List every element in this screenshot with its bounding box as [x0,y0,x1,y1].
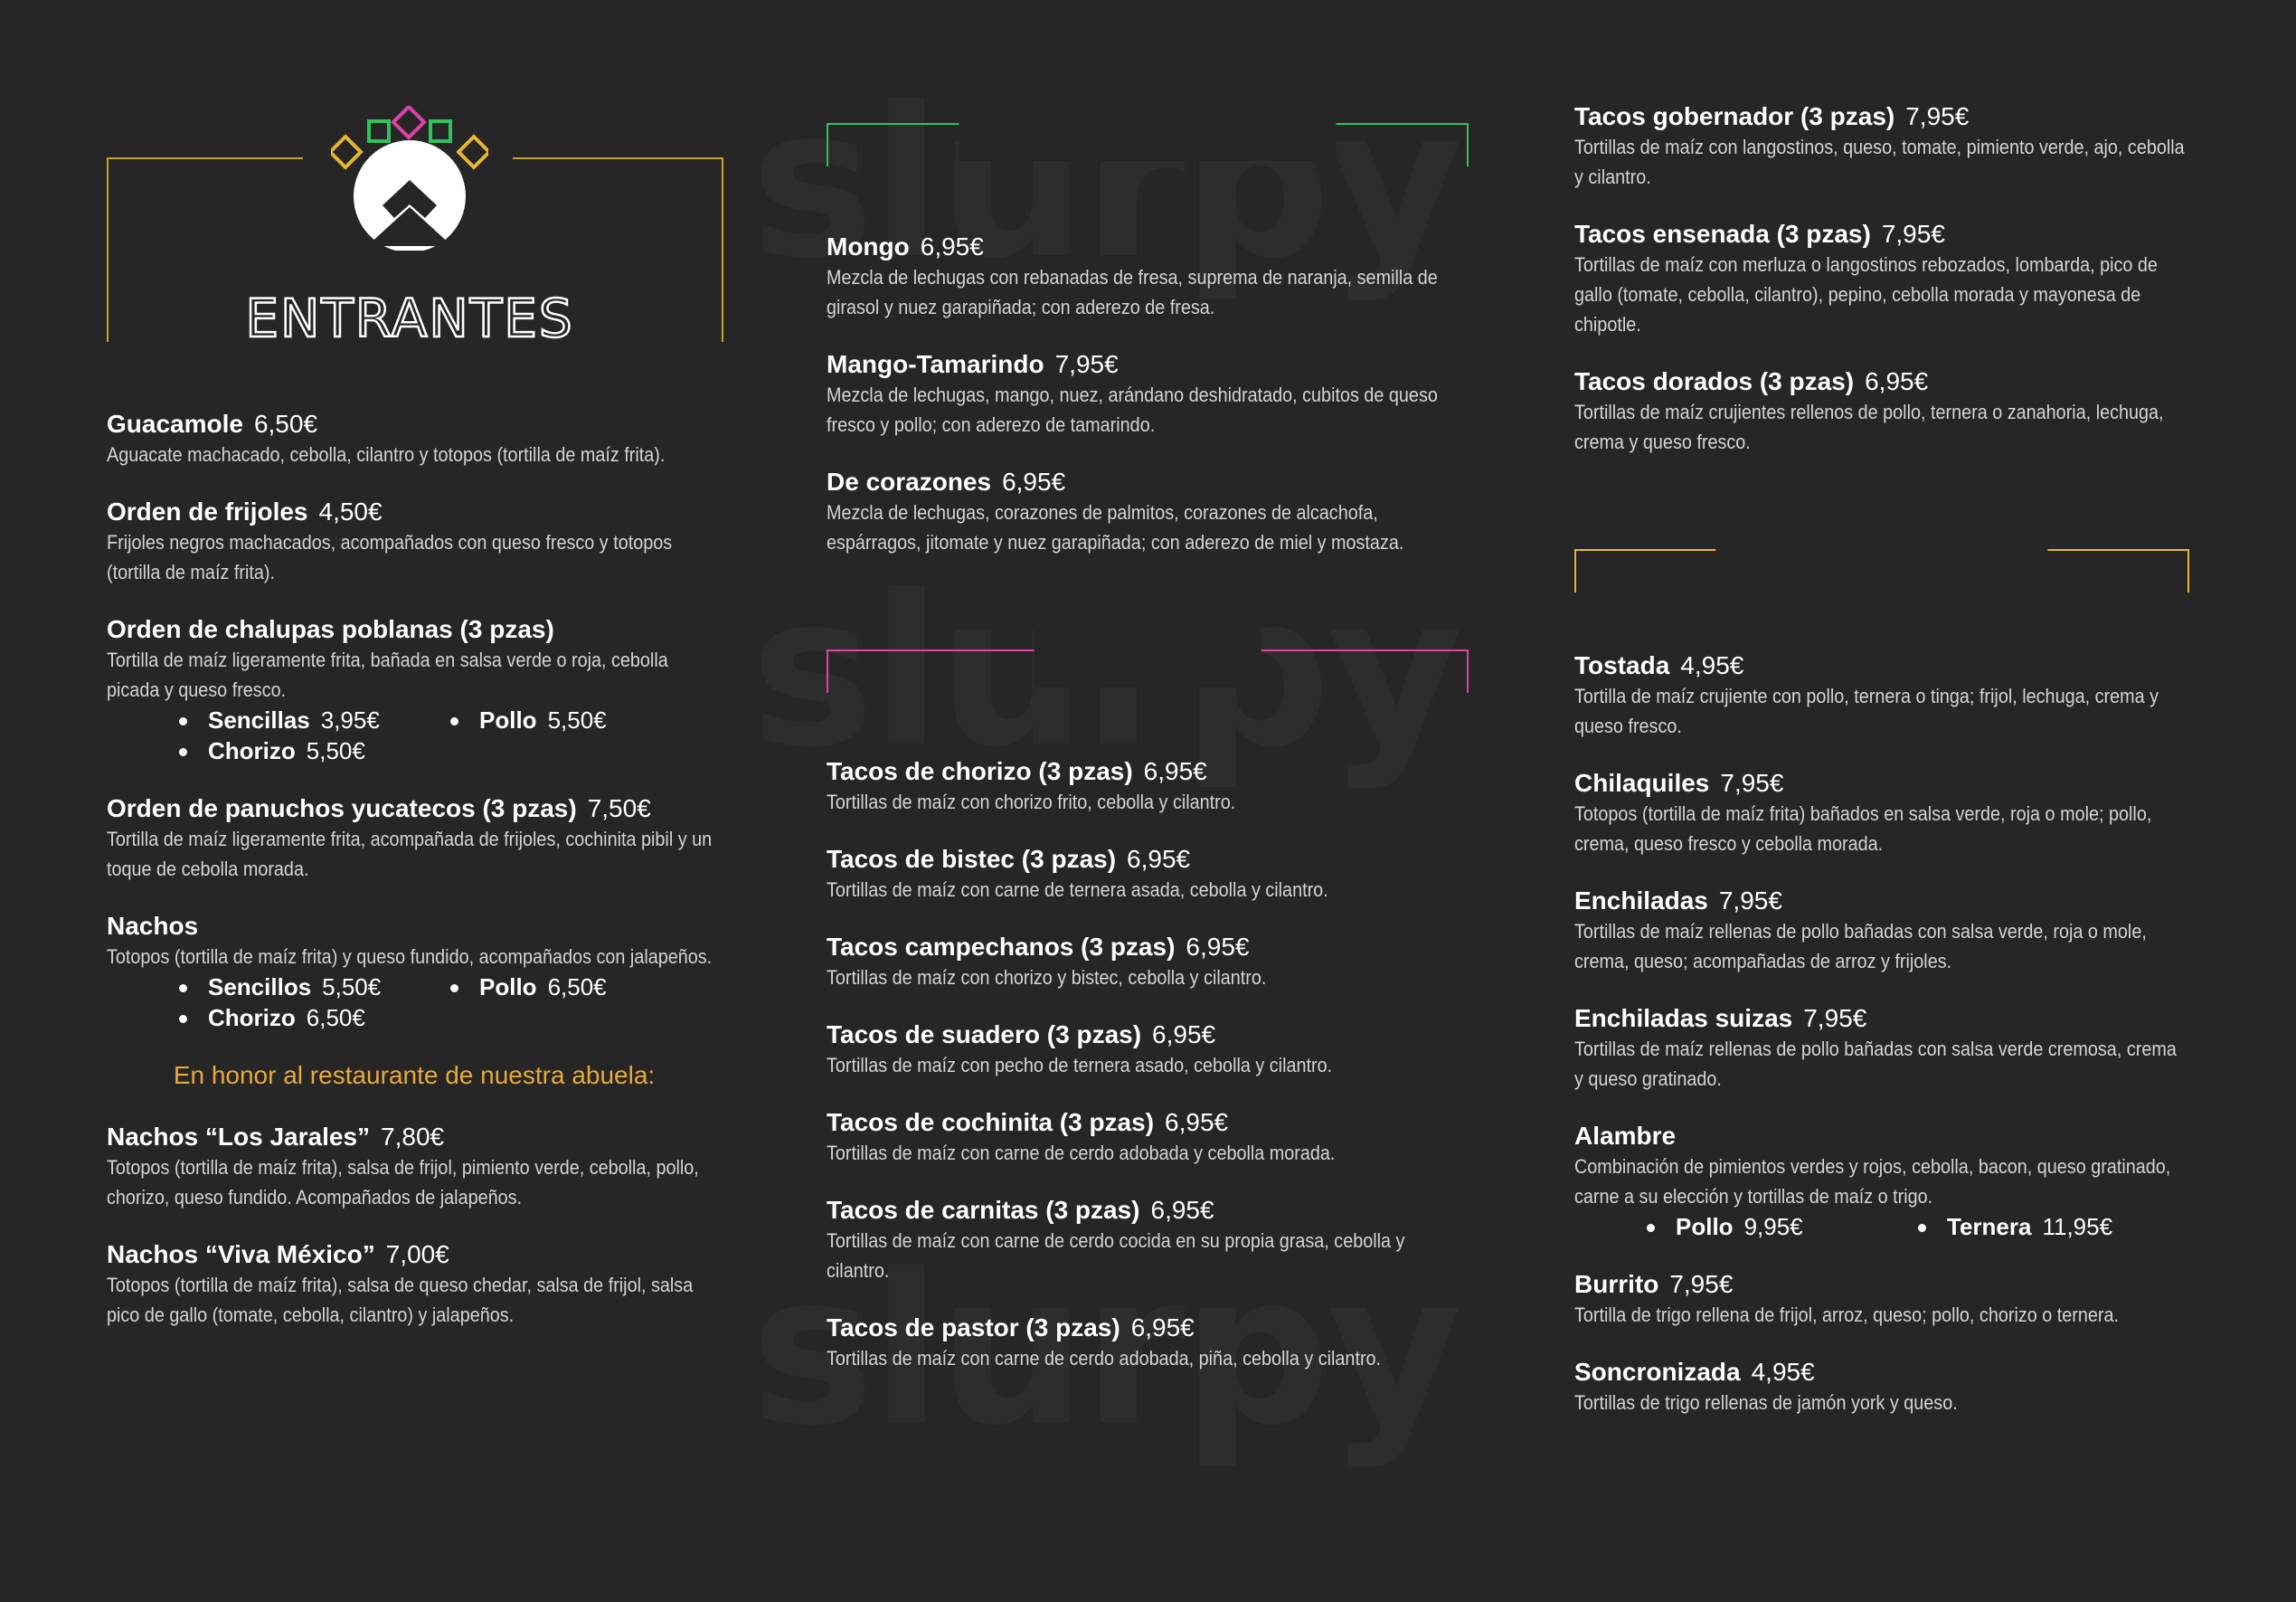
menu-item [827,1195,1469,1285]
item-name: Orden de panuchos yucatecos (3 pzas) [107,794,577,822]
item-name: Nachos [107,912,199,940]
item-price: 7,50€ [587,794,651,822]
menu-item [1574,1121,2189,1242]
item-price: 6,95€ [1127,845,1191,873]
item-price: 4,95€ [1751,1358,1815,1386]
item-description: Mezcla de lechugas con rebanadas de fresa, suprema de naranja, semilla de girasol y nuez garapiñada; con aderezo de fresa. [827,266,1438,318]
item-options [179,972,722,1033]
menu-item [1574,1003,2189,1094]
item-price: 7,95€ [1803,1004,1867,1032]
item-price: 6,95€ [1143,757,1207,785]
item-description: Totopos (tortilla de maíz frita), salsa de queso chedar, salsa de frijol, salsa pico de gallo (tomate, cebolla, cilantro) y jalapeños. [107,1274,694,1326]
platillos-title: PLATILLOS [1715,526,2047,587]
item-price: 4,95€ [1680,651,1744,679]
option: Pollo 9,95€ [1647,1211,1918,1242]
tacos-header [827,626,1469,687]
item-name: Enchiladas [1574,886,1708,915]
item-price: 7,80€ [381,1123,445,1151]
item-description: Tortillas de maíz rellenas de pollo bañadas con salsa verde, roja o mole, crema, queso; acompañadas de arroz y frijoles. [1574,920,2147,972]
option: Chorizo 6,50€ [179,1002,450,1033]
item-description: Tortillas de trigo rellenas de jamón york y queso. [1574,1391,1958,1414]
item-description: Aguacate machacado, cebolla, cilantro y totopos (tortilla de maíz frita). [107,443,666,466]
item-name: Tacos ensenada (3 pzas) [1574,220,1871,248]
item-description: Tortillas de maíz crujientes rellenos de pollo, ternera o zanahoria, lechuga, crema y queso fresco. [1574,401,2164,453]
item-description: Totopos (tortilla de maíz frita) y queso fundido, acompañados con jalapeños. [107,945,713,968]
item-description: Tortilla de trigo rellena de frijol, arroz, queso; pollo, chorizo o ternera. [1574,1303,2120,1326]
option: Sencillas 3,95€ [179,705,450,735]
item-description: Tortillas de maíz con carne de cerdo adobada, piña, cebolla y cilantro. [827,1347,1382,1370]
menu-item [1574,886,2189,976]
ensaladas-title: ENSALADAS [959,100,1336,161]
item-price: 7,95€ [1905,102,1970,130]
item-name: Tacos de suadero (3 pzas) [827,1020,1142,1048]
menu-item [827,1313,1469,1373]
item-price: 6,95€ [1165,1108,1229,1136]
menu-item [1574,219,2189,339]
item-name: Mango-Tamarindo [827,350,1044,378]
item-price: 7,00€ [385,1240,449,1268]
item-description: Totopos (tortilla de maíz frita) bañados en salsa verde, roja o mole; pollo, crema, queso fresco y cebolla morada. [1574,802,2152,855]
item-price: 6,95€ [1865,367,1929,395]
menu-item [827,1107,1469,1168]
item-description: Tortillas de maíz con merluza o langostinos rebozados, lombarda, pico de gallo (tomate, cebolla, cilantro), pepino, cebolla morada y mayonesa de chipotle. [1574,253,2158,336]
item-name: De corazones [827,468,992,496]
item-price: 6,95€ [1186,933,1250,961]
item-name: Nachos “Los Jarales” [107,1123,371,1151]
item-name: Enchiladas suizas [1574,1004,1793,1032]
item-description: Tortillas de maíz con carne de cerdo adobada y cebolla morada. [827,1142,1336,1164]
item-price: 6,95€ [1002,468,1066,496]
item-price: 4,50€ [318,498,383,526]
item-description: Tortilla de maíz ligeramente frita, bañada en salsa verde o roja, cebolla picada y queso fresco. [107,649,668,701]
item-name: Orden de chalupas poblanas (3 pzas) [107,615,554,643]
menu-item [827,232,1469,322]
item-description: Tortillas de maíz rellenas de pollo bañadas con salsa verde cremosa, crema y queso gratinado. [1574,1038,2177,1090]
item-options [179,705,722,766]
option: Pollo 6,50€ [450,972,722,1002]
option: Sencillos 5,50€ [179,972,450,1002]
menu-item [1574,101,2189,192]
item-name: Nachos “Viva México” [107,1240,375,1268]
menu-item [827,349,1469,440]
menu-item [827,756,1469,817]
item-description: Mezcla de lechugas, mango, nuez, arándano deshidratado, cubitos de queso fresco y pollo; con aderezo de tamarindo. [827,384,1438,436]
item-description: Frijoles negros machacados, acompañados con queso fresco y totopos (tortilla de maíz frita). [107,531,673,583]
item-description: Tortillas de maíz con pecho de ternera asado, cebolla y cilantro. [827,1054,1333,1076]
menu-item [107,409,722,469]
item-name: Orden de frijoles [107,498,308,526]
option: Ternera 11,95€ [1918,1211,2189,1242]
option: Chorizo 5,50€ [179,735,450,766]
platillos-header [1574,526,2189,587]
honor-note: En honor al restaurante de nuestra abuela: [173,1061,656,1089]
item-name: Tacos de bistec (3 pzas) [827,845,1117,873]
item-price: 7,95€ [1720,769,1784,797]
item-name: Tacos de chorizo (3 pzas) [827,757,1133,785]
item-description: Tortillas de maíz con carne de cerdo cocida en su propia grasa, cebolla y cilantro. [827,1229,1405,1282]
item-name: Soncronizada [1574,1358,1741,1386]
item-name: Tacos de cochinita (3 pzas) [827,1108,1155,1136]
item-name: Chilaquiles [1574,769,1710,797]
menu-item [827,467,1469,557]
item-description: Tortilla de maíz crujiente con pollo, ternera o tinga; frijol, lechuga, crema y queso fresco. [1574,685,2159,737]
item-options [1647,1211,2189,1242]
menu-item [107,1122,722,1212]
ensaladas-header [827,100,1469,161]
item-description: Tortillas de maíz con carne de ternera asada, cebolla y cilantro. [827,878,1328,901]
item-description: Mezcla de lechugas, corazones de palmitos, corazones de alcachofa, espárragos, jitomate y nuez garapiñada; con aderezo de miel y mostaza. [827,501,1404,554]
menu-item [107,614,722,766]
item-price: 7,95€ [1054,350,1119,378]
entrantes-title: ENTRANTES [245,288,574,349]
item-name: Mongo [827,232,910,261]
menu-item [107,793,722,884]
item-name: Tacos gobernador (3 pzas) [1574,102,1895,130]
menu-item [107,497,722,587]
item-price: 6,95€ [1130,1313,1195,1341]
menu-item [1574,366,2189,457]
item-name: Tostada [1574,651,1670,679]
menu-item [1574,650,2189,741]
menu-item [827,844,1469,905]
item-name: Tacos de pastor (3 pzas) [827,1313,1120,1341]
item-description: Totopos (tortilla de maíz frita), salsa de frijol, pimiento verde, cebolla, pollo, chorizo, queso fundido. Acompañados de jalapeños. [107,1156,699,1209]
entrantes-list [107,409,722,1357]
menu-item [827,1019,1469,1080]
item-description: Tortillas de maíz con chorizo frito, cebolla y cilantro. [827,791,1236,813]
menu-item [107,1239,722,1330]
item-name: Tacos campechanos (3 pzas) [827,933,1176,961]
item-name: Guacamole [107,410,243,438]
item-name: Alambre [1574,1122,1677,1150]
item-price: 6,50€ [253,410,318,438]
tacos-title: TACOS [1035,626,1261,687]
item-description: Tortilla de maíz ligeramente frita, acompañada de frijoles, cochinita pibil y un toque de cebolla morada. [107,828,713,880]
item-name: Tacos dorados (3 pzas) [1574,367,1855,395]
item-description: Tortillas de maíz con langostinos, queso, tomate, pimiento verde, ajo, cebolla y cilantro. [1574,136,2185,188]
item-name: Burrito [1574,1270,1659,1298]
menu-item [1574,768,2189,858]
item-price: 7,95€ [1881,220,1945,248]
option: Pollo 5,50€ [450,705,722,735]
menu-item [1574,1357,2189,1417]
menu-item [1574,1269,2189,1330]
item-price: 7,95€ [1669,1270,1734,1298]
item-description: Combinación de pimientos verdes y rojos, cebolla, bacon, queso gratinado, carne a su elección y tortillas de maíz o trigo. [1574,1155,2171,1208]
item-price: 7,95€ [1718,886,1782,915]
item-price: 6,95€ [920,232,984,261]
menu-item [107,911,722,1033]
item-price: 6,95€ [1150,1196,1214,1224]
item-name: Tacos de carnitas (3 pzas) [827,1196,1140,1224]
menu-item [827,932,1469,992]
item-price: 6,95€ [1152,1020,1216,1048]
item-description: Tortillas de maíz con chorizo y bistec, cebolla y cilantro. [827,966,1267,989]
middle-column [827,100,1469,1400]
restaurant-logo-icon [331,106,488,251]
right-column [1574,101,2189,1445]
